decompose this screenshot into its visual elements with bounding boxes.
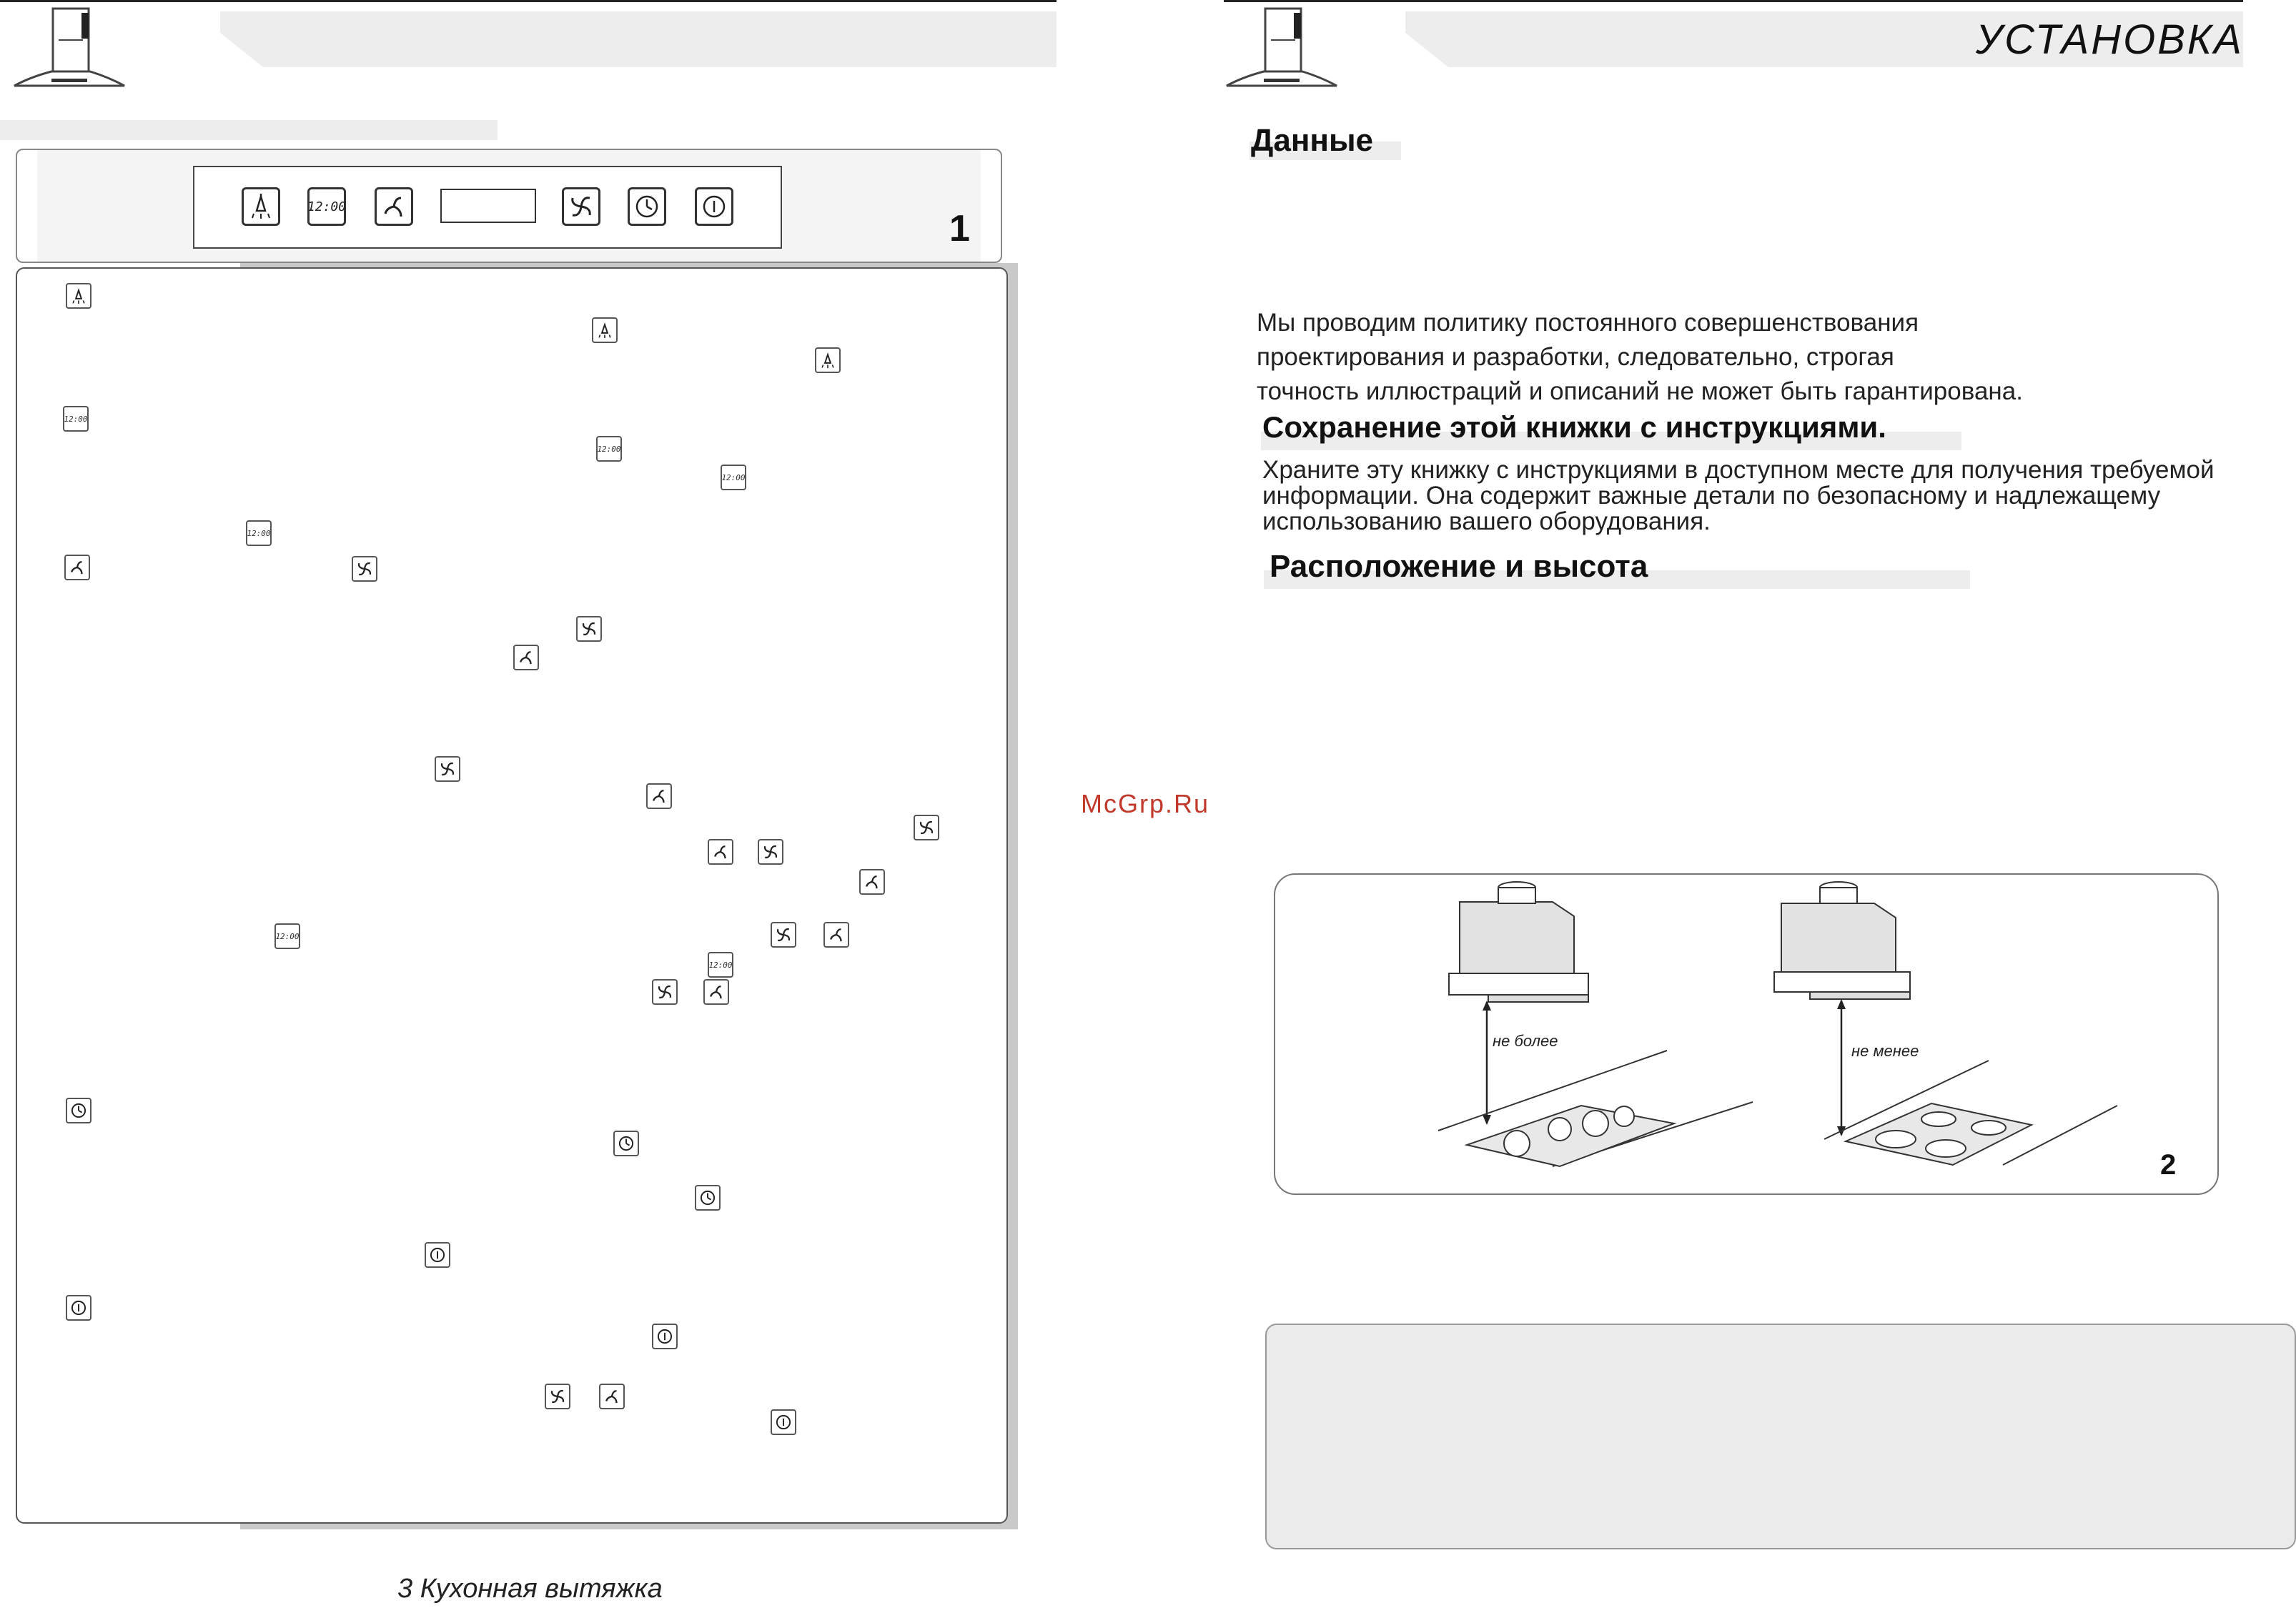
figure-2-label: 2 (2160, 1149, 2177, 1181)
section-heading-keep: Сохранение этой книжки с инструкциями. (1262, 410, 1886, 444)
header-band (220, 11, 1057, 67)
power-icon (652, 1324, 678, 1349)
light-icon (66, 283, 91, 309)
hood-logo-icon (9, 4, 130, 93)
keep-line: использованию вашего оборудования. (1262, 507, 1711, 535)
power-icon (66, 1295, 91, 1321)
left-top-rule (0, 0, 1057, 2)
clock-icon: 12:00 (596, 436, 622, 462)
timer-icon (613, 1131, 639, 1156)
label-min-height: не менее (1851, 1042, 1919, 1060)
policy-paragraph (1257, 306, 2023, 409)
fan-plus-icon (545, 1384, 570, 1409)
power-icon (425, 1242, 450, 1268)
section-heading-position: Расположение и высота (1270, 549, 1648, 584)
panel-light-button[interactable] (242, 187, 280, 226)
keep-paragraph (1262, 457, 2215, 535)
header-title: УСТАНОВКА (1976, 16, 2244, 63)
clock-icon: 12:00 (246, 520, 272, 546)
right-top-rule (1224, 0, 2243, 2)
label-max-height: не более (1493, 1032, 1558, 1050)
gas-hob (1467, 1106, 1674, 1166)
panel-power-button[interactable] (695, 187, 733, 226)
light-icon (592, 317, 618, 343)
keep-line: информации. Она содержит важные детали по безопасному и надлежащему (1262, 482, 2161, 510)
panel-fan-plus-button[interactable] (562, 187, 600, 226)
policy-line: точность иллюстраций и описаний не может быть гарантирована. (1257, 377, 2023, 405)
timer-icon (633, 192, 661, 221)
panel-display-window (440, 189, 536, 223)
installation-height-illustration (1274, 873, 2219, 1195)
fan-minus-icon (823, 922, 849, 948)
fan-plus-icon (758, 839, 783, 865)
fan-plus-icon (652, 979, 678, 1005)
clock-display-icon: 12:00 (307, 199, 347, 214)
fan-plus-icon (352, 556, 377, 582)
panel-timer-button[interactable] (628, 187, 666, 226)
clock-icon: 12:00 (63, 406, 89, 432)
policy-line: Мы проводим политику постоянного совершенствования (1257, 309, 1919, 337)
light-icon (247, 192, 275, 221)
fan-plus-icon (435, 756, 460, 782)
fan-plus-icon (914, 815, 939, 840)
watermark: McGrp.Ru (1081, 789, 1210, 818)
fan-minus-icon (64, 555, 90, 580)
fan-minus-icon (708, 839, 733, 865)
fan-minus-icon (599, 1384, 625, 1409)
fan-minus-icon (513, 645, 539, 670)
section-heading-data: Данные (1251, 123, 1374, 158)
timer-icon (695, 1185, 721, 1211)
power-icon (700, 192, 728, 221)
policy-line: проектирования и разработки, следовательно, строгая (1257, 343, 1894, 371)
fan-minus-icon (859, 869, 885, 895)
note-box (1265, 1324, 2296, 1549)
timer-icon (66, 1098, 91, 1123)
clock-icon: 12:00 (708, 952, 733, 978)
range-hood-right (1774, 882, 1910, 999)
electric-hob (1846, 1103, 2032, 1165)
page-footer: 3 Кухонная вытяжка (397, 1574, 663, 1604)
fan-minus-icon (646, 783, 672, 809)
fan-plus-icon (576, 616, 602, 642)
figure-1-label: 1 (949, 208, 970, 249)
power-icon (771, 1409, 796, 1435)
clock-icon: 12:00 (274, 923, 300, 949)
hood-logo-icon (1221, 4, 1342, 93)
light-icon (815, 347, 841, 373)
instructions-box (16, 267, 1008, 1524)
fan-plus-icon (567, 192, 595, 221)
panel-fan-minus-button[interactable] (375, 187, 413, 226)
clock-icon: 12:00 (721, 465, 746, 490)
fan-minus-icon (703, 979, 729, 1005)
fan-plus-icon (771, 922, 796, 948)
panel-clock-button[interactable] (307, 187, 346, 226)
fan-minus-icon (380, 192, 408, 221)
range-hood-left (1449, 882, 1588, 1002)
keep-line: Храните эту книжку с инструкциями в доступном месте для получения требуемой (1262, 456, 2215, 484)
section-band-left (0, 120, 498, 140)
